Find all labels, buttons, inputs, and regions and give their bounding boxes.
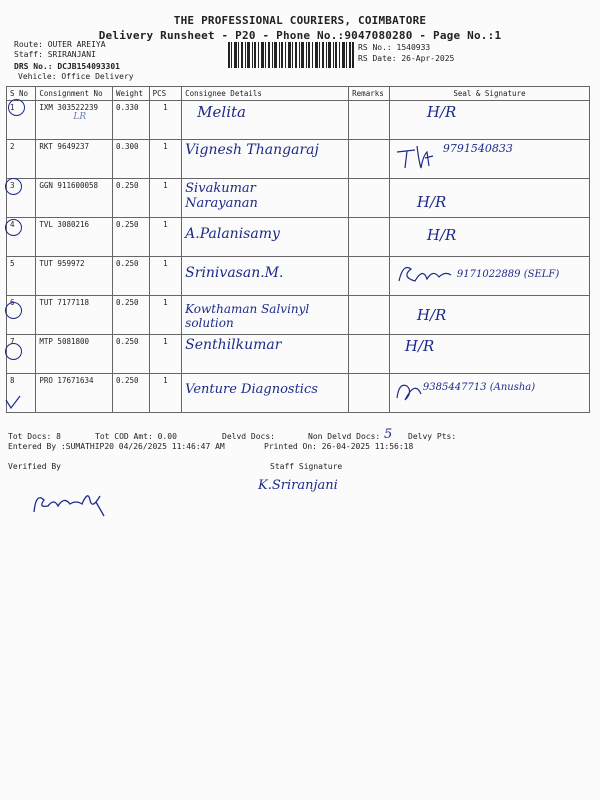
row-consignment: TUT 7177118 xyxy=(36,296,113,335)
row-seal xyxy=(389,296,589,335)
table-row xyxy=(7,140,590,179)
col-pcs: PCS xyxy=(149,87,182,101)
staff-text: Staff: SRIRANJANI xyxy=(14,50,96,59)
row-pcs: 1 xyxy=(149,218,182,257)
row-remarks xyxy=(349,179,390,218)
row-pcs: 1 xyxy=(149,374,182,413)
table-header-row xyxy=(7,87,590,101)
row-consignee xyxy=(182,140,349,179)
checkmark-icon xyxy=(4,394,22,412)
barcode-icon xyxy=(228,42,354,68)
table-row xyxy=(7,218,590,257)
row-pcs: 1 xyxy=(149,335,182,374)
seal-handwriting: 9791540833 xyxy=(442,142,513,155)
consignee-handwriting: Srinivasan.M. xyxy=(185,265,284,281)
seal-handwriting: 9385447713 (Anusha) xyxy=(422,382,536,393)
table-row xyxy=(7,257,590,296)
seal-handwriting: H/R xyxy=(426,103,457,121)
consignee-handwriting: Venture Diagnostics xyxy=(185,382,318,397)
signature-icon xyxy=(393,142,443,172)
col-weight: Weight xyxy=(112,87,149,101)
row-pcs: 1 xyxy=(149,140,182,179)
route-text: Route: OUTER AREIYA xyxy=(14,40,106,49)
row-pcs: 1 xyxy=(149,257,182,296)
seal-handwriting: H/R xyxy=(426,226,457,244)
consignee-handwriting: A.Palanisamy xyxy=(185,226,280,242)
vehicle-text: Vehicle: Office Delivery xyxy=(18,72,134,81)
row-consignee xyxy=(182,296,349,335)
row-weight: 0.250 xyxy=(112,218,149,257)
row-consignee xyxy=(182,257,349,296)
seal-handwriting: 9171022889 (SELF) xyxy=(456,269,560,280)
table-row xyxy=(7,101,590,140)
total-docs: Tot Docs: 8 xyxy=(8,432,61,441)
row-sno: 7 xyxy=(7,335,36,374)
row-weight: 0.250 xyxy=(112,296,149,335)
row-sno: 4 xyxy=(7,218,36,257)
row-remarks xyxy=(349,218,390,257)
row-consignment: TUT 959972 xyxy=(36,257,113,296)
row-consignment: MTP 5081800 xyxy=(36,335,113,374)
row-consignee xyxy=(182,218,349,257)
drs-text: DRS No.: DCJB154093301 xyxy=(14,62,120,71)
row-weight: 0.250 xyxy=(112,257,149,296)
col-consignment: Consignment No xyxy=(36,87,113,101)
consignee-handwriting: Kowthaman Salvinyl solution xyxy=(185,302,310,330)
row-remarks xyxy=(349,374,390,413)
row-remarks xyxy=(349,101,390,140)
company-title: THE PROFESSIONAL COURIERS, COIMBATORE xyxy=(173,14,427,27)
consignment-no: IXM 303522239 xyxy=(39,103,99,112)
row-weight: 0.250 xyxy=(112,335,149,374)
row-sno: 5 xyxy=(7,257,36,296)
row-seal xyxy=(389,257,589,296)
row-seal xyxy=(389,374,589,413)
circle-mark-icon xyxy=(5,178,22,195)
row-seal xyxy=(389,335,589,374)
row-consignment: TVL 3080216 xyxy=(36,218,113,257)
row-sno: 6 xyxy=(7,296,36,335)
row-consignee xyxy=(182,374,349,413)
non-delivered-docs: Non Delvd Docs: xyxy=(308,432,381,441)
consignee-handwriting: Senthilkumar xyxy=(185,337,282,353)
handwritten-note: LR xyxy=(73,112,87,122)
runsheet-table xyxy=(6,86,590,413)
seal-handwriting: H/R xyxy=(404,337,435,355)
row-seal xyxy=(389,101,589,140)
rs-date: RS Date: 26-Apr-2025 xyxy=(358,54,455,63)
consignee-handwriting: Vignesh Thangaraj xyxy=(185,142,319,158)
verified-by-label: Verified By xyxy=(8,462,61,471)
row-remarks xyxy=(349,140,390,179)
signature-icon xyxy=(393,376,423,404)
row-consignment xyxy=(36,101,113,140)
table-row xyxy=(7,374,590,413)
circle-mark-icon xyxy=(5,302,22,319)
signature-icon xyxy=(393,259,457,289)
col-consignee: Consignee Details xyxy=(182,87,349,101)
delivery-points: Delvy Pts: xyxy=(408,432,457,441)
table-row xyxy=(7,335,590,374)
total-cod: Tot COD Amt: 0.00 xyxy=(95,432,177,441)
row-consignee xyxy=(182,101,349,140)
circle-mark-icon xyxy=(8,99,25,116)
circle-mark-icon xyxy=(5,219,22,236)
seal-handwriting: H/R xyxy=(416,193,447,211)
row-remarks xyxy=(349,335,390,374)
delivered-docs: Delvd Docs: xyxy=(222,432,275,441)
row-seal xyxy=(389,218,589,257)
runsheet-subtitle: Delivery Runsheet - P20 - Phone No.:9047080280 - Page No.:1 xyxy=(98,29,502,42)
verifier-signature-icon xyxy=(30,482,120,522)
table-row xyxy=(7,296,590,335)
consignee-handwriting: Melita xyxy=(197,103,246,121)
row-weight: 0.300 xyxy=(112,140,149,179)
row-weight: 0.250 xyxy=(112,179,149,218)
table-row xyxy=(7,179,590,218)
row-remarks xyxy=(349,296,390,335)
seal-handwriting: H/R xyxy=(416,306,447,324)
col-remarks: Remarks xyxy=(349,87,390,101)
row-consignment: GGN 911600058 xyxy=(36,179,113,218)
row-pcs: 1 xyxy=(149,101,182,140)
non-delivered-count-handwriting: 5 xyxy=(384,427,393,442)
row-remarks xyxy=(349,257,390,296)
entered-by: Entered By :SUMATHIP20 04/26/2025 11:46:47 AM xyxy=(8,442,225,451)
row-weight: 0.330 xyxy=(112,101,149,140)
row-consignment: RKT 9649237 xyxy=(36,140,113,179)
printed-on: Printed On: 26-04-2025 11:56:18 xyxy=(264,442,414,451)
row-consignee xyxy=(182,335,349,374)
col-sno: S No xyxy=(7,87,36,101)
consignee-handwriting: Sivakumar Narayanan xyxy=(185,181,258,211)
row-consignment: PRO 17671634 xyxy=(36,374,113,413)
row-sno: 1 xyxy=(7,101,36,140)
row-pcs: 1 xyxy=(149,179,182,218)
staff-signature-handwriting: K.Sriranjani xyxy=(258,478,338,493)
rs-number: RS No.: 1540933 xyxy=(358,43,431,52)
row-sno: 8 xyxy=(7,374,36,413)
row-seal xyxy=(389,179,589,218)
row-pcs: 1 xyxy=(149,296,182,335)
row-sno: 2 xyxy=(7,140,36,179)
staff-signature-label: Staff Signature xyxy=(270,462,343,471)
row-consignee xyxy=(182,179,349,218)
row-sno: 3 xyxy=(7,179,36,218)
row-weight: 0.250 xyxy=(112,374,149,413)
row-seal xyxy=(389,140,589,179)
circle-mark-icon xyxy=(5,343,22,360)
col-seal: Seal & Signature xyxy=(389,87,589,101)
